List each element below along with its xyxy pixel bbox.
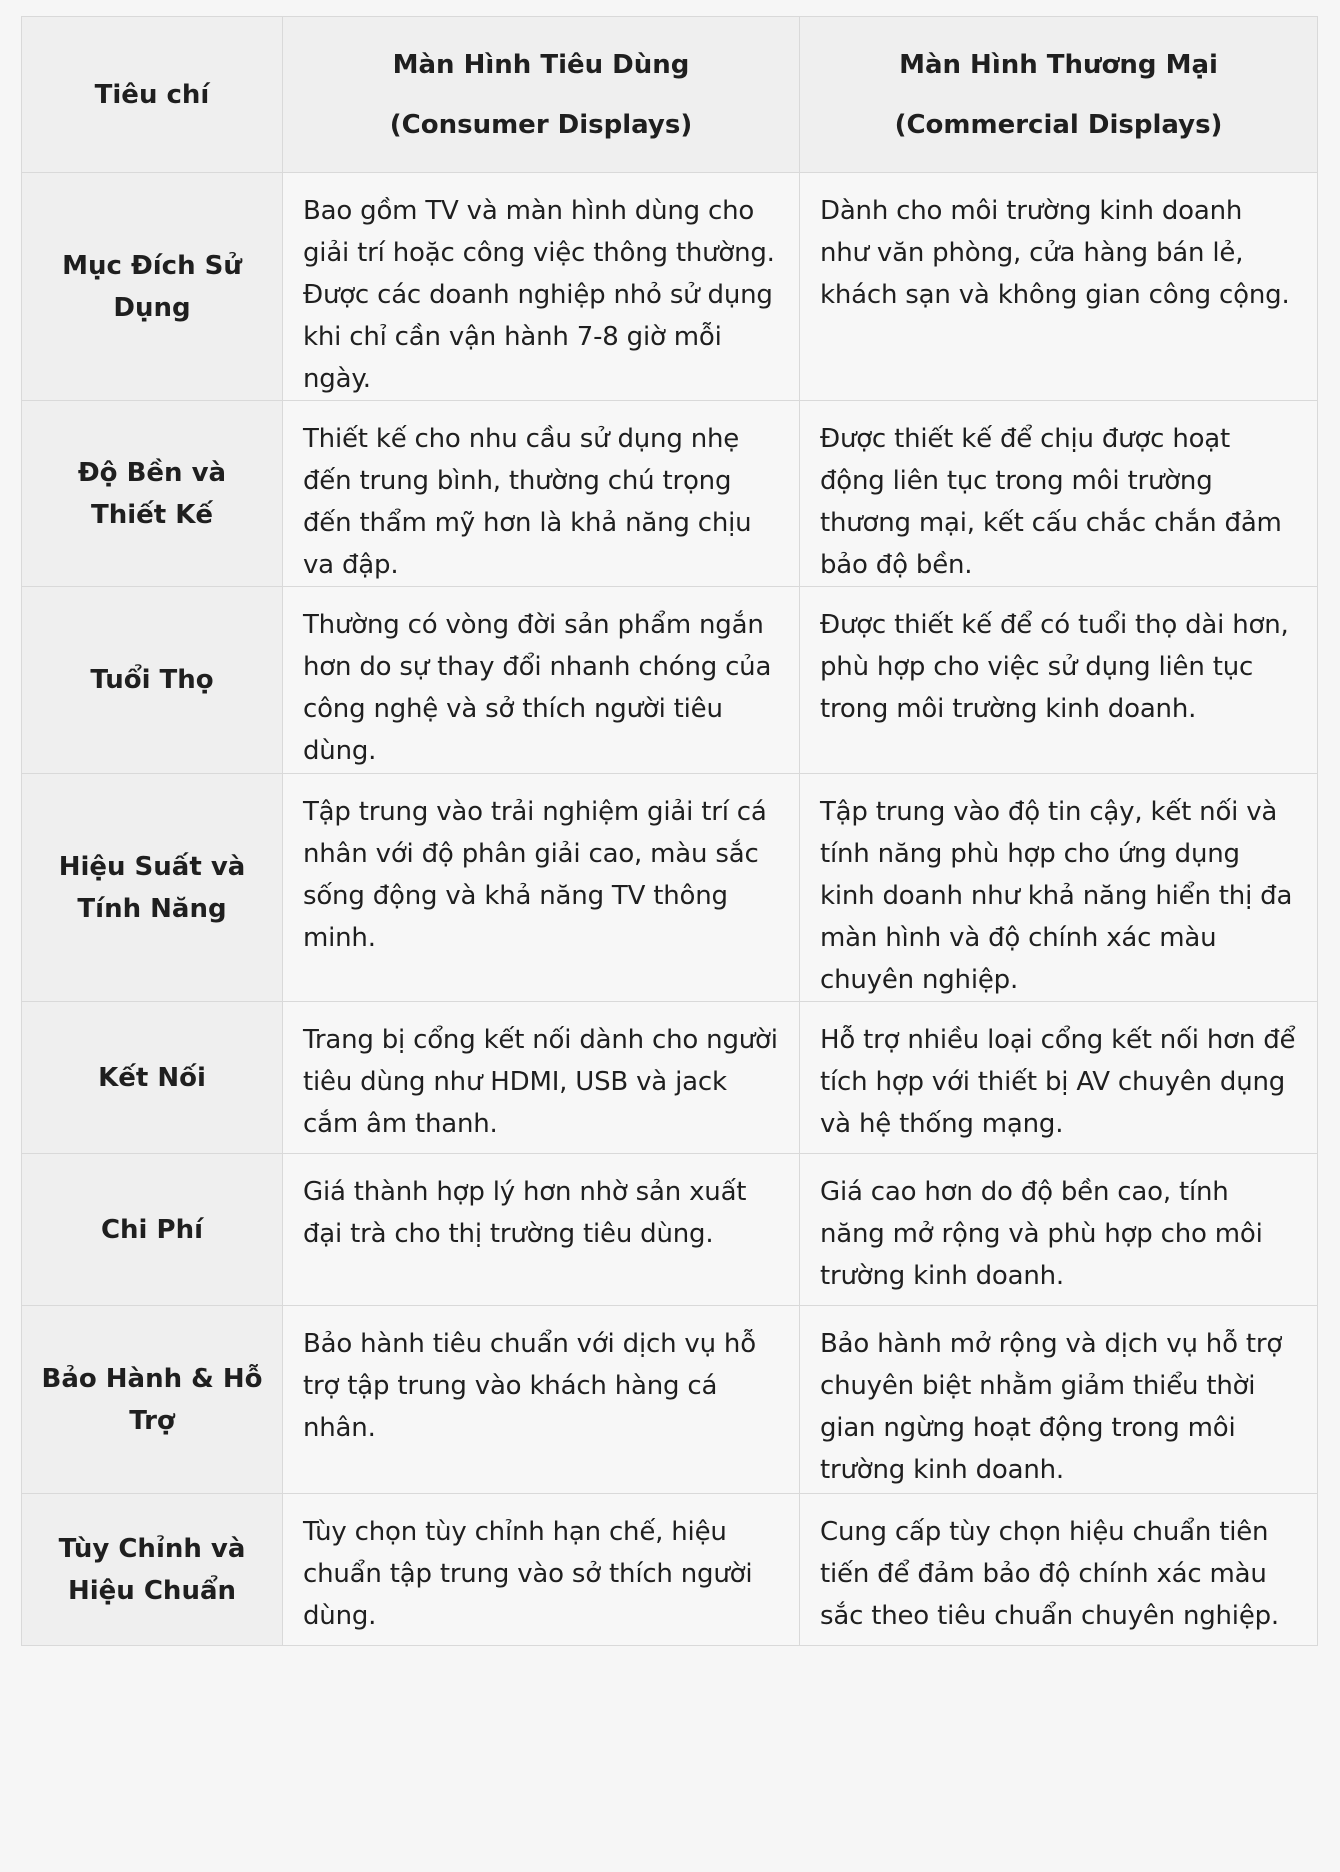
- header-consumer-title: Màn Hình Tiêu Dùng: [392, 49, 690, 80]
- row-commercial-cell: Hỗ trợ nhiều loại cổng kết nối hơn để tích hợp với thiết bị AV chuyên dụng và hệ thống mạng.: [800, 1002, 1318, 1154]
- comparison-table-container: [21, 16, 1317, 1646]
- header-consumer-subtitle: (Consumer Displays): [389, 109, 693, 140]
- table-row: [22, 401, 1318, 587]
- row-criteria: Tùy Chỉnh và Hiệu Chuẩn: [22, 1494, 283, 1646]
- row-criteria: Độ Bền và Thiết Kế: [22, 401, 283, 587]
- row-criteria: Hiệu Suất và Tính Năng: [22, 774, 283, 1002]
- header-criteria: [22, 17, 283, 173]
- row-consumer-cell: Trang bị cổng kết nối dành cho người tiêu dùng như HDMI, USB và jack cắm âm thanh.: [283, 1002, 800, 1154]
- row-criteria: Chi Phí: [22, 1154, 283, 1306]
- table-row: [22, 1306, 1318, 1494]
- row-consumer-cell: Thường có vòng đời sản phẩm ngắn hơn do sự thay đổi nhanh chóng của công nghệ và sở thích người tiêu dùng.: [283, 587, 800, 774]
- table-row: [22, 1154, 1318, 1306]
- row-consumer-cell: Thiết kế cho nhu cầu sử dụng nhẹ đến trung bình, thường chú trọng đến thẩm mỹ hơn là khả năng chịu va đập.: [283, 401, 800, 587]
- row-commercial-cell: Được thiết kế để có tuổi thọ dài hơn, phù hợp cho việc sử dụng liên tục trong môi trường kinh doanh.: [800, 587, 1318, 774]
- row-commercial-cell: Giá cao hơn do độ bền cao, tính năng mở rộng và phù hợp cho môi trường kinh doanh.: [800, 1154, 1318, 1306]
- row-commercial-cell: Tập trung vào độ tin cậy, kết nối và tính năng phù hợp cho ứng dụng kinh doanh như khả năng hiển thị đa màn hình và độ chính xác màu chuyên nghiệp.: [800, 774, 1318, 1002]
- header-commercial-subtitle: (Commercial Displays): [894, 109, 1223, 140]
- table-row: [22, 1002, 1318, 1154]
- row-consumer-cell: Giá thành hợp lý hơn nhờ sản xuất đại trà cho thị trường tiêu dùng.: [283, 1154, 800, 1306]
- row-consumer-cell: Bảo hành tiêu chuẩn với dịch vụ hỗ trợ tập trung vào khách hàng cá nhân.: [283, 1306, 800, 1494]
- table-row: [22, 1494, 1318, 1646]
- row-criteria: Tuổi Thọ: [22, 587, 283, 774]
- row-criteria: Kết Nối: [22, 1002, 283, 1154]
- table-row: [22, 173, 1318, 401]
- table-row: [22, 587, 1318, 774]
- row-consumer-cell: Tùy chọn tùy chỉnh hạn chế, hiệu chuẩn tập trung vào sở thích người dùng.: [283, 1494, 800, 1646]
- header-commercial: [800, 17, 1318, 173]
- comparison-table: [21, 16, 1318, 1646]
- header-row: [22, 17, 1318, 173]
- table-row: [22, 774, 1318, 1002]
- row-commercial-cell: Bảo hành mở rộng và dịch vụ hỗ trợ chuyên biệt nhằm giảm thiểu thời gian ngừng hoạt động trong môi trường kinh doanh.: [800, 1306, 1318, 1494]
- header-commercial-title: Màn Hình Thương Mại: [899, 49, 1218, 80]
- table-header: [22, 17, 1318, 173]
- header-consumer: [283, 17, 800, 173]
- header-criteria-label: Tiêu chí: [94, 79, 210, 110]
- row-criteria: Mục Đích Sử Dụng: [22, 173, 283, 401]
- row-consumer-cell: Tập trung vào trải nghiệm giải trí cá nhân với độ phân giải cao, màu sắc sống động và khả năng TV thông minh.: [283, 774, 800, 1002]
- row-criteria: Bảo Hành & Hỗ Trợ: [22, 1306, 283, 1494]
- table-body: [22, 173, 1318, 1646]
- row-commercial-cell: Dành cho môi trường kinh doanh như văn phòng, cửa hàng bán lẻ, khách sạn và không gian công cộng.: [800, 173, 1318, 401]
- row-commercial-cell: Được thiết kế để chịu được hoạt động liên tục trong môi trường thương mại, kết cấu chắc chắn đảm bảo độ bền.: [800, 401, 1318, 587]
- row-commercial-cell: Cung cấp tùy chọn hiệu chuẩn tiên tiến để đảm bảo độ chính xác màu sắc theo tiêu chuẩn chuyên nghiệp.: [800, 1494, 1318, 1646]
- row-consumer-cell: Bao gồm TV và màn hình dùng cho giải trí hoặc công việc thông thường. Được các doanh nghiệp nhỏ sử dụng khi chỉ cần vận hành 7-8 giờ mỗi ngày.: [283, 173, 800, 401]
